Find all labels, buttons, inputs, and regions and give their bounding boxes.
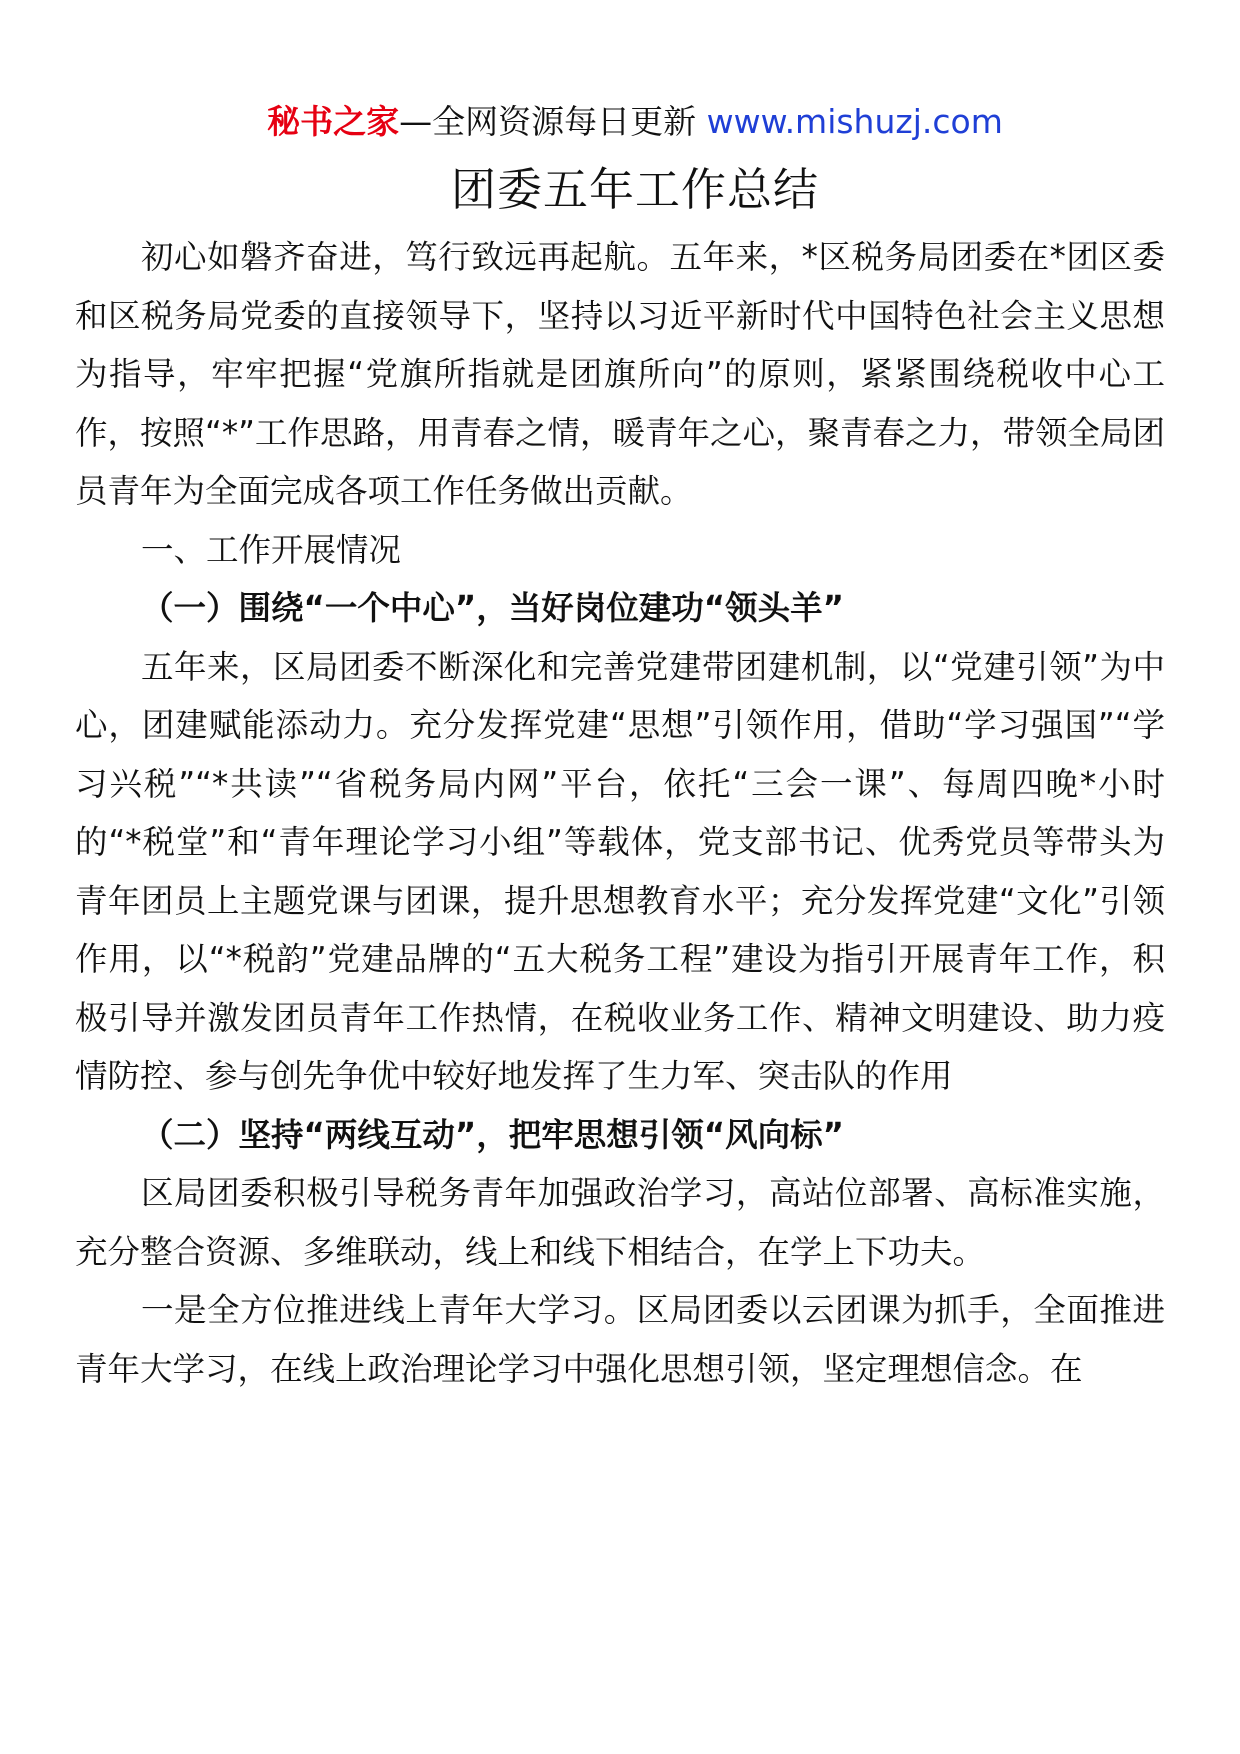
subsection-one-paragraph: 五年来，区局团委不断深化和完善党建带团建机制，以“党建引领”为中心，团建赋能添动力。充分发挥党建“思想”引领作用，借助“学习强国”“学习兴税”“*共读”“省税务局内网”平台，依托“三会一课”、每周四晚*小时的“*税堂”和“青年理论学习小组”等载体，党支部书记、优秀党员等带头为青年团员上主题党课与团课，提升思想教育水平；充分发挥党建“文化”引领作用，以“*税韵”党建品牌的“五大税务工程”建设为指引开展青年工作，积极引导并激发团员青年工作热情，在税收业务工作、精神文明建设、助力疫情防控、参与创先争优中较好地发挥了生力军、突击队的作用 — [75, 647, 1165, 1095]
section-heading-work-status: 一、工作开展情况 — [141, 530, 402, 569]
banner-tagline: —全网资源每日更新 — [399, 102, 707, 141]
subsection-two-point-one: 一是全方位推进线上青年大学习。区局团委以云团课为抓手，全面推进青年大学习，在线上政治理论学习中强化思想引领，坚定理想信念。在 — [75, 1291, 1165, 1388]
intro-paragraph: 初心如磐齐奋进，笃行致远再起航。五年来，*区税务局团委在*团区委和区税务局党委的直接领导下，坚持以习近平新时代中国特色社会主义思想为指导，牢牢把握“党旗所指就是团旗所向”的原则，紧紧围绕税收中心工作，按照“*”工作思路，用青春之情，暖青年之心，聚青春之力，带领全局团员青年为全面完成各项工作任务做出贡献。 — [75, 238, 1165, 510]
banner-url-link[interactable]: www.mishuzj.com — [706, 102, 1003, 141]
site-banner — [105, 92, 1165, 152]
document-title: 团委五年工作总结 — [450, 163, 819, 216]
subsection-heading-one-center: （一）围绕“一个中心”，当好岗位建功“领头羊” — [141, 589, 844, 627]
subsection-two-paragraph: 区局团委积极引导税务青年加强政治学习，高站位部署、高标准实施，充分整合资源、多维联动，线上和线下相结合，在学上下功夫。 — [75, 1174, 1165, 1271]
banner-brand: 秘书之家 — [267, 102, 400, 141]
subsection-heading-two-lines: （二）坚持“两线互动”，把牢思想引领“风向标” — [141, 1115, 844, 1154]
